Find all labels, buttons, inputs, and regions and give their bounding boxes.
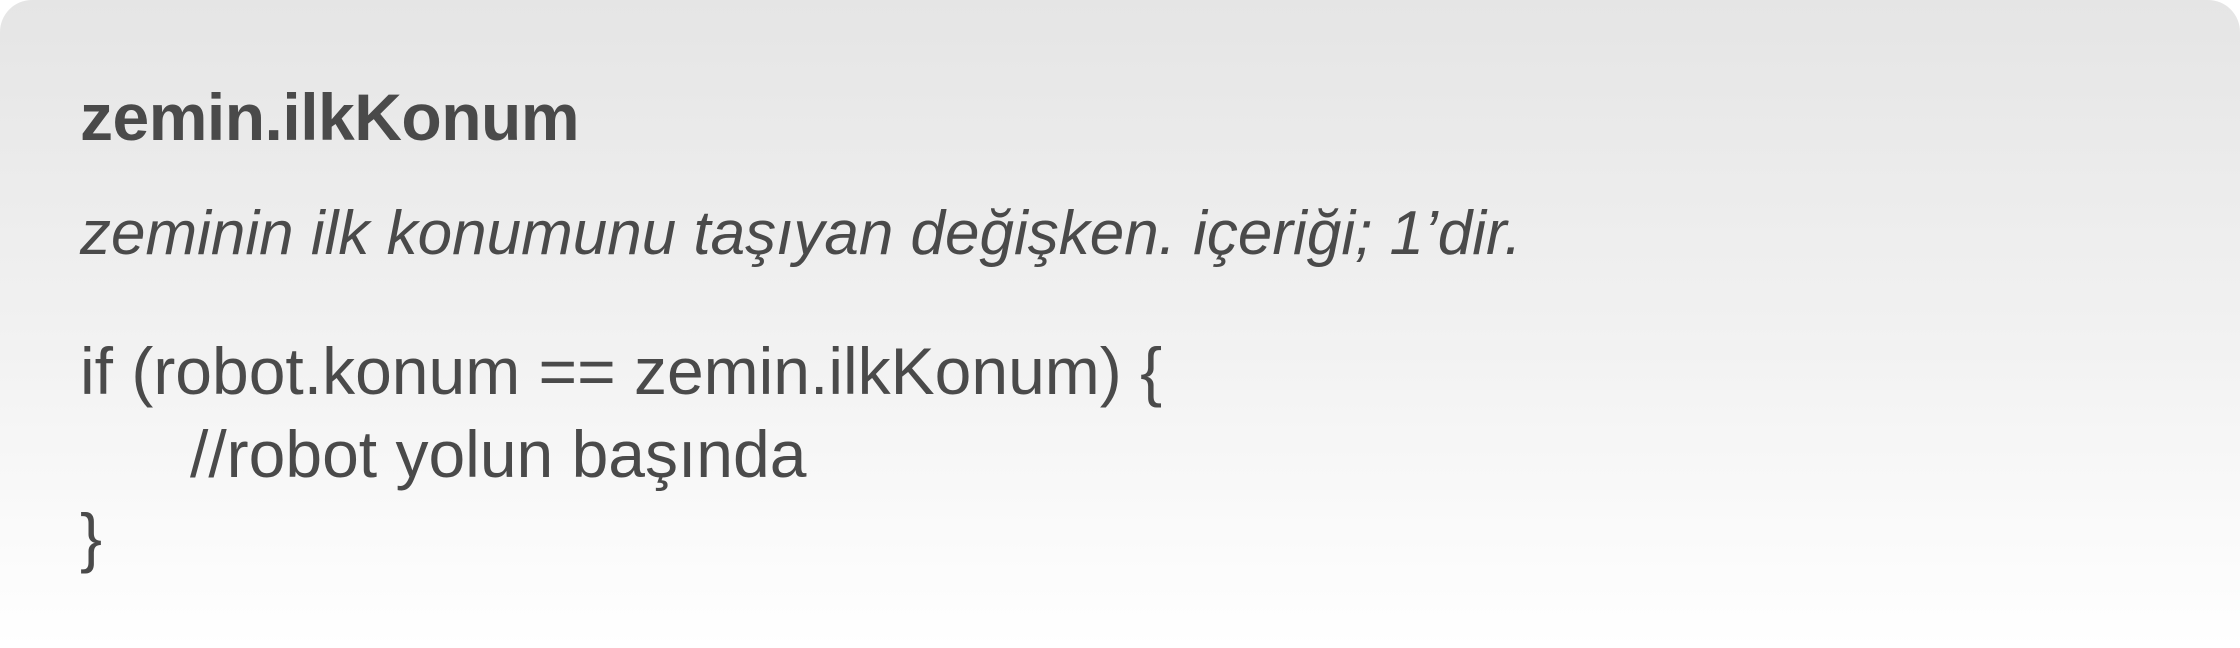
code-line-close: } [80, 500, 103, 574]
code-line-if: if (robot.konum == zemin.ilkKonum) { [80, 334, 1163, 408]
code-example [80, 330, 1162, 579]
variable-description: zeminin ilk konumunu taşıyan değişken. içeriği; 1’dir. [80, 199, 1522, 268]
code-line-comment: //robot yolun başında [190, 417, 807, 491]
variable-title: zemin.ilkKonum [80, 80, 580, 154]
